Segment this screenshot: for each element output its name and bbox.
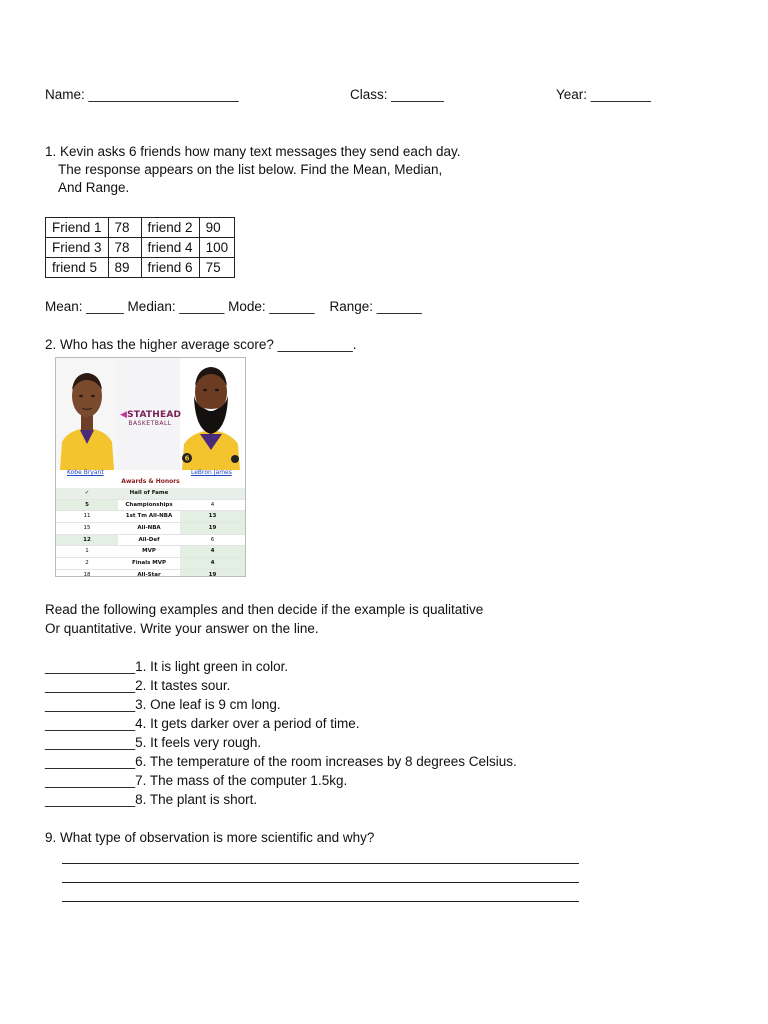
stat-label: 1st Tm All-NBA (125, 513, 173, 520)
table-cell: 90 (199, 218, 235, 238)
q2-question: 2. Who has the higher average score? __________. (45, 337, 357, 352)
q1-line-1: 1. Kevin asks 6 friends how many text messages they send each day. (45, 144, 461, 159)
stat-left: 1 (85, 548, 89, 555)
q1-line-3: And Range. (58, 180, 130, 195)
stat-right: 4 (210, 501, 215, 508)
table-row (46, 258, 235, 278)
friends-messages-table (45, 217, 235, 278)
answer-line (62, 863, 579, 864)
table-cell: Friend 1 (46, 218, 109, 238)
table-row (56, 546, 245, 558)
name-field-label: Name: ____________________ (45, 87, 239, 102)
table-row (56, 558, 245, 570)
year-field-label: Year: ________ (556, 87, 651, 102)
table-cell: 78 (108, 238, 141, 258)
table-row (56, 488, 245, 500)
table-row (56, 511, 245, 523)
stat-right: 13 (180, 511, 245, 522)
classification-item: ____________5. It feels very rough. (45, 735, 262, 750)
table-row (56, 535, 245, 547)
awards-section-title: Awards & Honors (121, 478, 180, 485)
q1-answer-blanks: Mean: _____ Median: ______ Mode: ______ Range: ______ (45, 299, 422, 314)
answer-line (62, 901, 579, 902)
player-comparison-image (55, 357, 246, 577)
stat-left: 18 (83, 571, 91, 577)
stat-label: All-Star (137, 571, 161, 577)
stat-left: 5 (56, 500, 118, 511)
stat-right: 6 (210, 536, 215, 543)
stat-right: 19 (180, 523, 245, 534)
table-cell: 75 (199, 258, 235, 278)
classification-item: ____________7. The mass of the computer 1.5kg. (45, 773, 348, 788)
logo-text-bottom: BASKETBALL (128, 420, 172, 427)
stat-left: 12 (56, 535, 118, 546)
table-cell: friend 5 (46, 258, 109, 278)
table-row (46, 238, 235, 258)
lebron-james-portrait (180, 358, 242, 470)
table-cell: friend 6 (141, 258, 199, 278)
table-cell: friend 2 (141, 218, 199, 238)
stathead-basketball-logo (120, 410, 180, 427)
player-name-left: Kobe Bryant (67, 469, 104, 476)
table-row (56, 523, 245, 535)
classification-intro-line-2: Or quantitative. Write your answer on the line. (45, 621, 319, 636)
table-cell: 78 (108, 218, 141, 238)
kobe-bryant-portrait (56, 358, 118, 470)
player-name-right: LeBron James (191, 469, 232, 476)
table-row (56, 570, 245, 577)
q1-line-2: The response appears on the list below. Find the Mean, Median, (58, 162, 443, 177)
table-row (56, 500, 245, 512)
awards-table (56, 488, 245, 577)
logo-text-top: STATHEAD (127, 410, 182, 420)
classification-item: ____________8. The plant is short. (45, 792, 258, 807)
classification-item: ____________3. One leaf is 9 cm long. (45, 697, 281, 712)
classification-item: ____________4. It gets darker over a period of time. (45, 716, 360, 731)
stat-left: 11 (83, 513, 91, 520)
q9-question: 9. What type of observation is more scientific and why? (45, 830, 375, 845)
stat-right (180, 488, 245, 499)
stat-left: 2 (85, 560, 89, 567)
stat-right: 4 (180, 546, 245, 557)
stat-label: Finals MVP (131, 560, 167, 567)
stat-label: Championships (125, 501, 173, 508)
stat-label: All-NBA (137, 525, 161, 532)
classification-intro-line-1: Read the following examples and then decide if the example is qualitative (45, 602, 484, 617)
stat-right: 19 (180, 570, 245, 577)
stat-left: 15 (83, 525, 91, 532)
classification-item: ____________6. The temperature of the room increases by 8 degrees Celsius. (45, 754, 517, 769)
table-cell: 89 (108, 258, 141, 278)
answer-line (62, 882, 579, 883)
classification-item: ____________2. It tastes sour. (45, 678, 231, 693)
table-cell: Friend 3 (46, 238, 109, 258)
stat-label: MVP (142, 548, 156, 555)
stat-label: Hall of Fame (129, 490, 169, 496)
table-row (46, 218, 235, 238)
logo-mark-icon: ◀ (120, 410, 128, 420)
stat-left: ✓ (84, 490, 90, 496)
stat-right: 4 (180, 558, 245, 569)
class-field-label: Class: _______ (350, 87, 444, 102)
jersey-number: 6 (184, 454, 190, 463)
table-cell: friend 4 (141, 238, 199, 258)
classification-item: ____________1. It is light green in color. (45, 659, 289, 674)
stat-label: All-Def (138, 536, 160, 543)
table-cell: 100 (199, 238, 235, 258)
